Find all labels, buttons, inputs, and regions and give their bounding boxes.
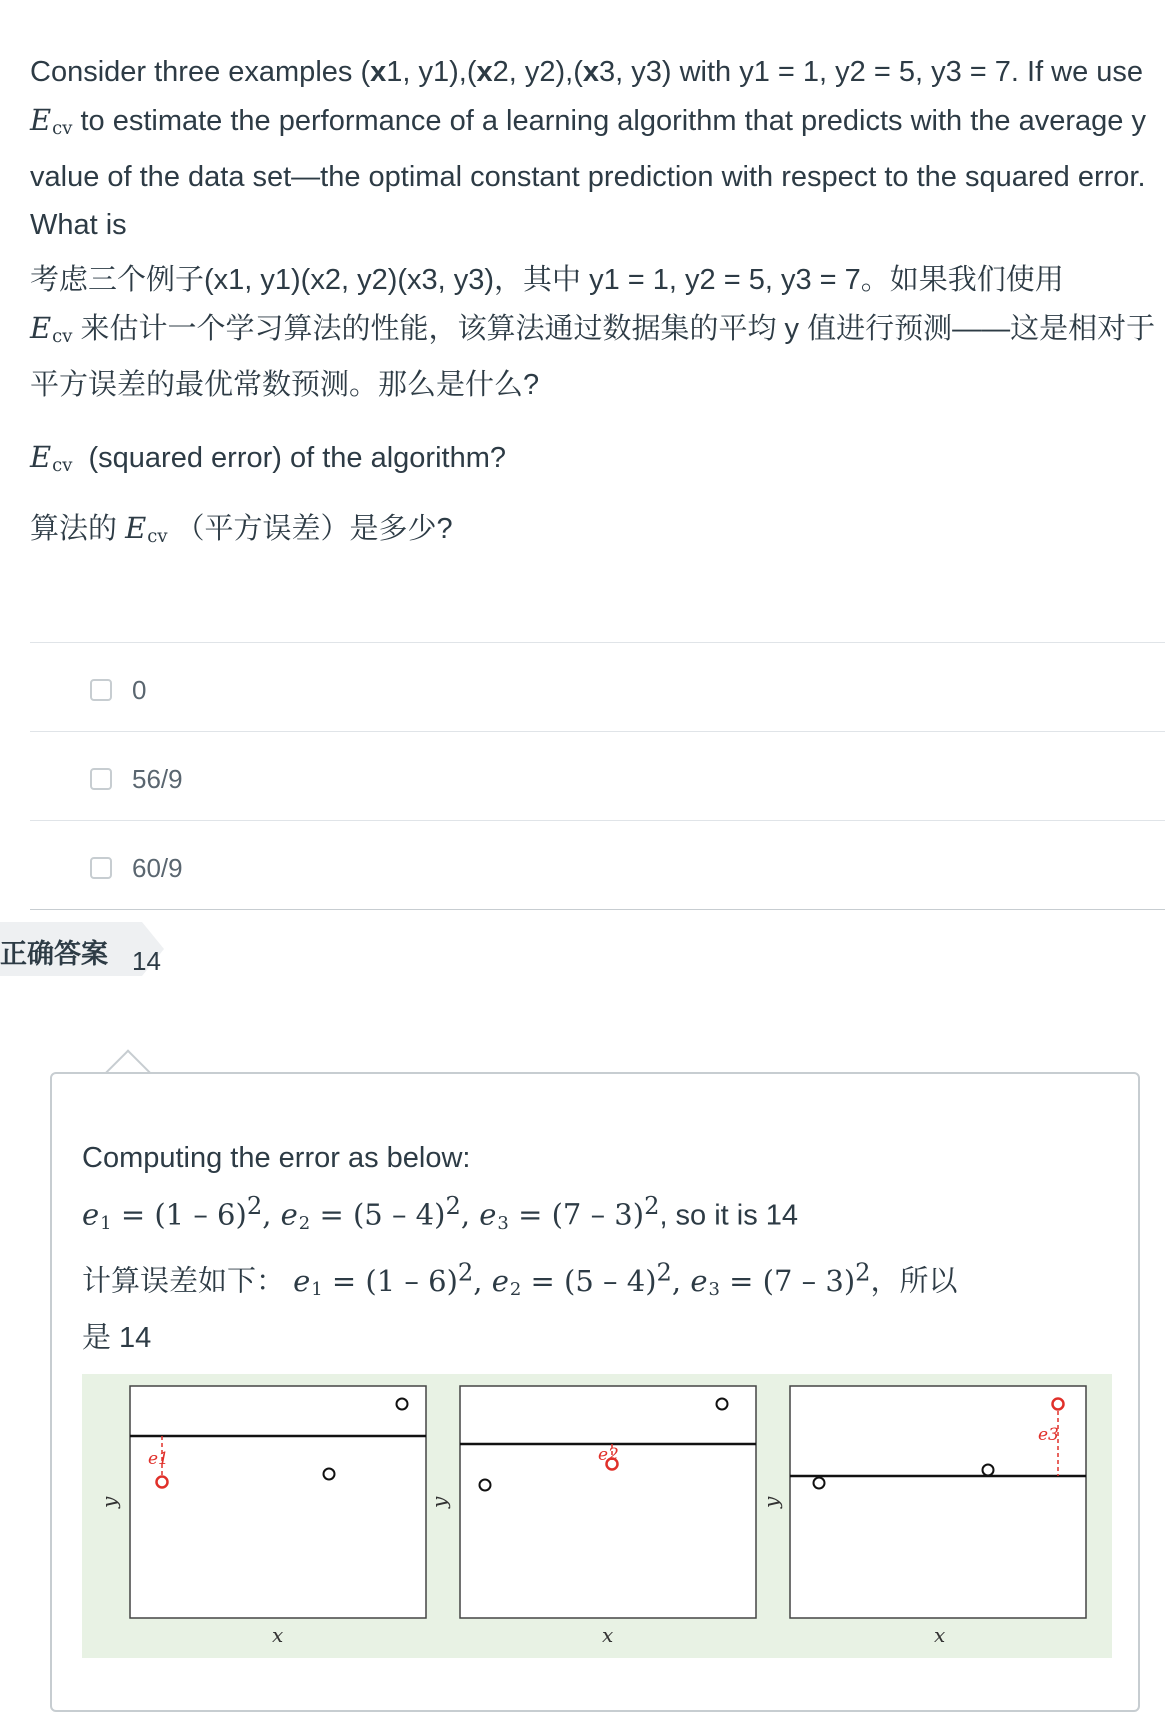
question-tail-en: $E_{cv}$ (squared error) of the algorithm?: [30, 440, 506, 477]
question-tail-cn: 算法的 $E_{cv}$ （平方误差）是多少?: [30, 511, 453, 548]
x-axis-label: x: [602, 1623, 614, 1647]
data-point: [480, 1480, 491, 1491]
answer-label: 56/9: [132, 764, 183, 794]
question-text-cn: 考虑三个例子(x1, y1)(x2, y2)(x3, y3)，其中 y1 = 1, y2 = 5, y3 = 7。如果我们使用 $E_{cv}$ 来估计一个学习算法的性能，该算法通过数据集的平均 y 值进行预测——这是相对于平方误差的最优常数预测。那么是什么?: [30, 264, 1156, 402]
data-point: [717, 1399, 728, 1410]
held-out-point: [1053, 1399, 1064, 1410]
plot-2: [422, 1374, 762, 1658]
held-out-point: [157, 1477, 168, 1488]
data-point: [397, 1399, 408, 1410]
x-axis-label: x: [272, 1623, 284, 1647]
data-point: [983, 1465, 994, 1476]
x1-bold: x: [370, 56, 387, 88]
ecv-symbol-tail: $E_{cv}$: [30, 440, 73, 477]
answer-option[interactable]: [30, 643, 1165, 732]
answer-checkbox[interactable]: [90, 857, 112, 879]
plot-frame: [790, 1386, 1086, 1618]
explanation-text: Computing the error as below: $e_1 = (1 - 6)^2$, $e_2 = (5 - 4)^2$, $e_3 = (7 - 3)^2$, so it is 14 计算误差如下： $e_1 = (1 - 6)^2$, $e_2 = (5 - 4)^2$, $e_3 = (7 - 3)^2$，所以 是 14: [82, 1134, 1112, 1362]
x-axis-label: x: [934, 1623, 946, 1647]
answer-option[interactable]: [30, 732, 1165, 821]
ecv-symbol-cn: $E_{cv}$: [30, 311, 73, 348]
error-label: e1: [148, 1449, 169, 1469]
answer-label: 0: [132, 675, 147, 705]
question-text-en: Consider three examples (x1, y1),(x2, y2),(x3, y3) with y1 = 1, y2 = 5, y3 = 7. If we use $E_{cv}$ to estimate the performance of a learning algorithm that predicts with the average y value of the data set—the optimal constant prediction with respect to the squared error. What is: [30, 56, 1146, 242]
answer-option[interactable]: [30, 821, 1165, 910]
plot-1: [82, 1374, 422, 1658]
answer-checkbox[interactable]: [90, 679, 112, 701]
answer-checkbox[interactable]: [90, 768, 112, 790]
plot-frame: [130, 1386, 426, 1618]
x3-bold: x: [582, 56, 600, 88]
answer-list: [30, 642, 1165, 910]
data-point: [814, 1478, 825, 1489]
y-axis-label: y: [427, 1496, 451, 1508]
error-label: e3: [1038, 1425, 1059, 1445]
ecv-symbol-tail-cn: $E_{cv}$: [125, 511, 168, 548]
cn-math: $e_1 = (1 - 6)^2$, $e_2 = (5 - 4)^2$, $e_3 = (7 - 3)^2$: [293, 1258, 871, 1301]
y-axis-label: y: [759, 1496, 783, 1508]
ecv-symbol: $E_{cv}$: [30, 103, 73, 140]
y-axis-label: y: [97, 1496, 121, 1508]
x2-bold: x: [476, 56, 493, 88]
error-equations: $e_1 = (1 - 6)^2$, $e_2 = (5 - 4)^2$, $e_3 = (7 - 3)^2$, so it is 14: [82, 1192, 799, 1235]
data-point: [324, 1469, 335, 1480]
plot-frame: [460, 1386, 756, 1618]
error-equations-cn: 计算误差如下： $e_1 = (1 - 6)^2$, $e_2 = (5 - 4)^2$, $e_3 = (7 - 3)^2$，所以 是 14: [82, 1258, 958, 1355]
answer-label: 60/9: [132, 853, 183, 883]
explanation-box: [50, 1072, 1140, 1712]
correct-answer-value: 14: [132, 946, 161, 976]
correct-answer-flag: 正确答案: [0, 922, 142, 976]
plot-3: [759, 1374, 1112, 1658]
loocv-plots: [82, 1374, 1112, 1658]
error-label: e2: [598, 1445, 619, 1465]
